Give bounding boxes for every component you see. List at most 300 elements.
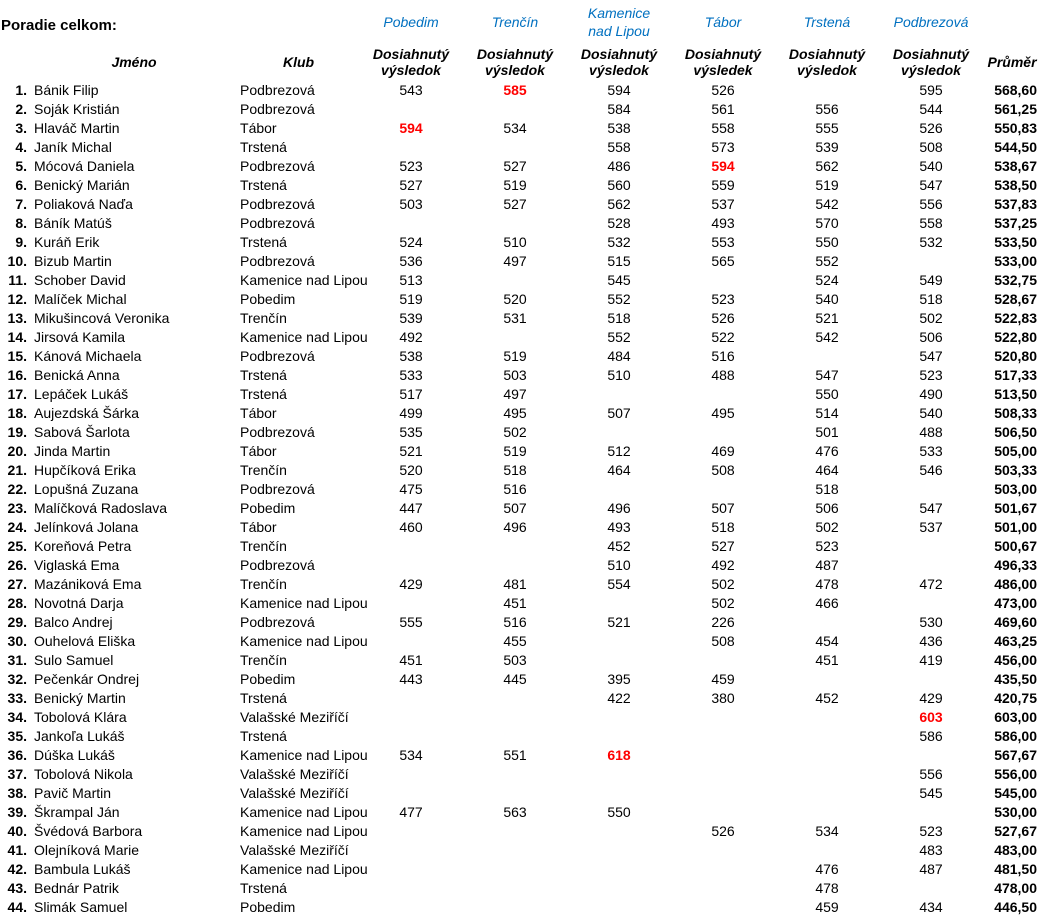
score-cell: 459 xyxy=(815,899,839,915)
score-cell xyxy=(671,784,775,803)
table-row xyxy=(0,594,1041,613)
score-cell: 555 xyxy=(399,614,423,630)
player-name-cell: Olejníková Marie xyxy=(34,842,140,858)
club-cell: Kamenice nad Lipou xyxy=(240,823,368,839)
score-cell: 459 xyxy=(711,671,735,687)
score-column-header: Dosiahnutý výsledek xyxy=(684,46,762,78)
score-cell: 496 xyxy=(607,500,631,516)
table-row xyxy=(0,176,1041,195)
score-cell: 460 xyxy=(399,519,423,535)
score-cell xyxy=(879,252,983,271)
score-cell xyxy=(775,613,879,632)
table-row xyxy=(0,233,1041,252)
score-cell: 469 xyxy=(711,443,735,459)
rank-cell: 33. xyxy=(7,690,27,706)
score-cell: 534 xyxy=(503,120,527,136)
score-cell: 514 xyxy=(815,405,839,421)
score-cell xyxy=(879,670,983,689)
score-cell: 454 xyxy=(815,633,839,649)
page-title: Poradie celkom: xyxy=(1,17,117,34)
table-row xyxy=(0,746,1041,765)
score-cell: 584 xyxy=(607,101,631,117)
score-cell: 539 xyxy=(399,310,423,326)
score-cell xyxy=(567,594,671,613)
player-name-cell: Malíčková Radoslava xyxy=(34,500,168,516)
club-cell: Kamenice nad Lipou xyxy=(240,633,368,649)
table-row xyxy=(0,214,1041,233)
score-cell: 481 xyxy=(503,576,527,592)
player-name-cell: Kánová Michaela xyxy=(34,348,142,364)
score-cell: 506 xyxy=(815,500,839,516)
table-row xyxy=(0,442,1041,461)
score-cell: 492 xyxy=(399,329,423,345)
score-cell xyxy=(775,670,879,689)
rank-cell: 10. xyxy=(7,253,27,269)
score-cell: 523 xyxy=(919,823,943,839)
rank-cell: 3. xyxy=(15,120,27,136)
table-row xyxy=(0,613,1041,632)
score-cell: 603 xyxy=(919,709,943,725)
rank-cell: 32. xyxy=(7,671,27,687)
score-cell: 540 xyxy=(919,158,943,174)
score-cell xyxy=(463,841,567,860)
player-name-cell: Jankoľa Lukáš xyxy=(34,728,125,744)
table-row xyxy=(0,385,1041,404)
score-cell: 549 xyxy=(919,272,943,288)
rank-cell: 40. xyxy=(7,823,27,839)
club-cell: Pobedim xyxy=(240,500,296,516)
average-cell: 508,33 xyxy=(994,405,1038,421)
score-cell: 533 xyxy=(399,367,423,383)
score-cell: 547 xyxy=(815,367,839,383)
score-cell xyxy=(567,765,671,784)
tournament-header-kamenice: Kamenice nad Lipou xyxy=(587,4,651,39)
score-cell xyxy=(671,385,775,404)
score-cell: 476 xyxy=(815,443,839,459)
score-cell: 506 xyxy=(919,329,943,345)
score-cell: 527 xyxy=(711,538,735,554)
rank-cell: 9. xyxy=(15,234,27,250)
score-cell: 451 xyxy=(815,652,839,668)
score-cell: 436 xyxy=(919,633,943,649)
score-cell: 547 xyxy=(919,348,943,364)
score-cell: 524 xyxy=(815,272,839,288)
player-name-cell: Báník Matúš xyxy=(34,215,112,231)
score-cell: 475 xyxy=(399,481,423,497)
score-cell: 495 xyxy=(711,405,735,421)
score-cell: 519 xyxy=(503,348,527,364)
player-name-cell: Sulo Samuel xyxy=(34,652,114,668)
player-name-cell: Koreňová Petra xyxy=(34,538,132,554)
rank-cell: 8. xyxy=(15,215,27,231)
rank-cell: 5. xyxy=(15,158,27,174)
score-cell xyxy=(567,879,671,898)
score-cell: 496 xyxy=(503,519,527,535)
tournament-header-podbrezova: Podbrezová xyxy=(893,13,969,30)
score-cell xyxy=(879,746,983,765)
score-cell: 570 xyxy=(815,215,839,231)
score-cell: 523 xyxy=(919,367,943,383)
rank-cell: 35. xyxy=(7,728,27,744)
rank-cell: 25. xyxy=(7,538,27,554)
score-cell: 502 xyxy=(919,310,943,326)
score-column-header: Dosiahnutý výsledok xyxy=(892,46,970,78)
player-name-cell: Bizub Martin xyxy=(34,253,112,269)
score-cell xyxy=(463,100,567,119)
table-row xyxy=(0,651,1041,670)
score-cell: 497 xyxy=(503,386,527,402)
score-cell xyxy=(463,822,567,841)
club-cell: Trstená xyxy=(240,367,287,383)
club-cell: Podbrezová xyxy=(240,196,315,212)
rank-cell: 23. xyxy=(7,500,27,516)
score-cell xyxy=(671,803,775,822)
score-cell xyxy=(775,81,879,100)
score-cell: 558 xyxy=(607,139,631,155)
score-cell: 550 xyxy=(607,804,631,820)
rank-cell: 14. xyxy=(7,329,27,345)
club-cell: Podbrezová xyxy=(240,215,315,231)
score-cell: 451 xyxy=(503,595,527,611)
score-cell: 429 xyxy=(399,576,423,592)
score-cell: 558 xyxy=(919,215,943,231)
rank-cell: 31. xyxy=(7,652,27,668)
score-cell xyxy=(567,898,671,917)
table-row xyxy=(0,271,1041,290)
club-cell: Pobedim xyxy=(240,291,296,307)
score-cell xyxy=(463,689,567,708)
score-cell: 552 xyxy=(815,253,839,269)
club-cell: Tábor xyxy=(240,405,277,421)
score-cell: 556 xyxy=(919,196,943,212)
club-cell: Podbrezová xyxy=(240,614,315,630)
score-cell xyxy=(463,138,567,157)
score-cell: 493 xyxy=(607,519,631,535)
score-cell: 552 xyxy=(607,291,631,307)
table-row xyxy=(0,157,1041,176)
player-name-cell: Aujezdská Šárka xyxy=(34,405,140,421)
score-cell xyxy=(671,860,775,879)
average-cell: 556,00 xyxy=(994,766,1038,782)
score-cell: 559 xyxy=(711,177,735,193)
score-cell: 395 xyxy=(607,671,631,687)
score-cell: 526 xyxy=(919,120,943,136)
table-row xyxy=(0,119,1041,138)
table-row xyxy=(0,689,1041,708)
table-row xyxy=(0,803,1041,822)
club-cell: Tábor xyxy=(240,519,277,535)
score-cell: 558 xyxy=(711,120,735,136)
score-cell: 226 xyxy=(711,614,735,630)
club-cell: Trstená xyxy=(240,234,287,250)
club-cell: Podbrezová xyxy=(240,557,315,573)
player-name-cell: Janík Michal xyxy=(34,139,112,155)
rank-cell: 2. xyxy=(15,101,27,117)
club-cell: Pobedim xyxy=(240,899,296,915)
average-column-header: Průměr xyxy=(987,54,1037,70)
club-cell: Trstená xyxy=(240,728,287,744)
club-cell: Podbrezová xyxy=(240,253,315,269)
club-cell: Trenčín xyxy=(240,310,287,326)
club-cell: Trstená xyxy=(240,690,287,706)
average-cell: 469,60 xyxy=(994,614,1038,630)
table-row xyxy=(0,727,1041,746)
table-row xyxy=(0,138,1041,157)
score-cell xyxy=(463,556,567,575)
player-name-cell: Dúška Lukáš xyxy=(34,747,115,763)
score-cell: 585 xyxy=(503,82,527,98)
rank-cell: 34. xyxy=(7,709,27,725)
score-cell xyxy=(567,423,671,442)
table-row xyxy=(0,423,1041,442)
score-cell: 520 xyxy=(399,462,423,478)
rank-cell: 28. xyxy=(7,595,27,611)
rank-cell: 20. xyxy=(7,443,27,459)
score-cell: 472 xyxy=(919,576,943,592)
score-cell: 523 xyxy=(399,158,423,174)
average-cell: 520,80 xyxy=(994,348,1038,364)
score-cell xyxy=(775,765,879,784)
average-cell: 586,00 xyxy=(994,728,1038,744)
score-cell xyxy=(775,803,879,822)
score-cell xyxy=(359,860,463,879)
player-name-cell: Mikušincová Veronika xyxy=(34,310,170,326)
score-cell: 563 xyxy=(503,804,527,820)
score-cell xyxy=(463,537,567,556)
score-cell: 515 xyxy=(607,253,631,269)
rank-cell: 24. xyxy=(7,519,27,535)
rank-cell: 11. xyxy=(8,272,27,288)
score-cell: 510 xyxy=(607,367,631,383)
score-cell: 452 xyxy=(815,690,839,706)
score-cell: 508 xyxy=(711,462,735,478)
score-cell: 545 xyxy=(607,272,631,288)
score-cell: 540 xyxy=(919,405,943,421)
player-name-cell: Kuráň Erik xyxy=(34,234,100,250)
average-cell: 505,00 xyxy=(994,443,1038,459)
score-cell: 521 xyxy=(815,310,839,326)
average-cell: 537,83 xyxy=(994,196,1038,212)
rank-cell: 16. xyxy=(7,367,27,383)
score-cell xyxy=(775,708,879,727)
average-cell: 561,25 xyxy=(994,101,1038,117)
score-cell xyxy=(463,784,567,803)
club-cell: Trstená xyxy=(240,386,287,402)
table-row xyxy=(0,765,1041,784)
tournament-header-trstena: Trstená xyxy=(803,13,851,30)
score-cell: 523 xyxy=(711,291,735,307)
score-cell: 562 xyxy=(607,196,631,212)
score-cell: 455 xyxy=(503,633,527,649)
player-name-cell: Tobolová Nikola xyxy=(34,766,133,782)
club-cell: Kamenice nad Lipou xyxy=(240,861,368,877)
player-name-cell: Bednár Patrik xyxy=(34,880,119,896)
player-name-cell: Mazániková Ema xyxy=(34,576,142,592)
rank-cell: 13. xyxy=(7,310,27,326)
score-cell: 521 xyxy=(607,614,631,630)
club-cell: Trstená xyxy=(240,880,287,896)
club-cell: Kamenice nad Lipou xyxy=(240,329,368,345)
rank-cell: 1. xyxy=(15,82,27,98)
score-cell: 452 xyxy=(607,538,631,554)
score-cell: 510 xyxy=(503,234,527,250)
score-cell xyxy=(879,594,983,613)
score-cell xyxy=(567,822,671,841)
player-name-cell: Pečenkár Ondrej xyxy=(34,671,140,687)
club-column-header: Klub xyxy=(282,54,315,70)
club-cell: Kamenice nad Lipou xyxy=(240,747,368,763)
score-column-header: Dosiahnutý výsledok xyxy=(580,46,658,78)
rank-cell: 12. xyxy=(7,291,27,307)
score-cell xyxy=(567,708,671,727)
average-cell: 522,80 xyxy=(994,329,1038,345)
score-cell: 546 xyxy=(919,462,943,478)
score-cell: 508 xyxy=(919,139,943,155)
score-cell xyxy=(359,841,463,860)
tournament-header-trencin: Trenčín xyxy=(491,13,539,30)
club-cell: Podbrezová xyxy=(240,101,315,117)
score-cell: 512 xyxy=(607,443,631,459)
score-cell: 466 xyxy=(815,595,839,611)
score-cell xyxy=(671,746,775,765)
score-cell xyxy=(359,214,463,233)
club-cell: Kamenice nad Lipou xyxy=(240,272,368,288)
rank-cell: 21. xyxy=(7,462,27,478)
score-cell xyxy=(775,347,879,366)
average-cell: 567,67 xyxy=(994,747,1038,763)
score-cell: 518 xyxy=(919,291,943,307)
score-cell: 538 xyxy=(399,348,423,364)
score-cell: 513 xyxy=(399,272,423,288)
score-cell: 552 xyxy=(607,329,631,345)
player-name-cell: Lopušná Zuzana xyxy=(34,481,139,497)
average-cell: 530,00 xyxy=(994,804,1038,820)
score-cell xyxy=(879,556,983,575)
score-cell: 527 xyxy=(399,177,423,193)
score-cell: 507 xyxy=(607,405,631,421)
score-cell xyxy=(879,879,983,898)
score-cell: 478 xyxy=(815,880,839,896)
score-cell xyxy=(359,708,463,727)
score-cell: 477 xyxy=(399,804,423,820)
rank-cell: 37. xyxy=(7,766,27,782)
score-cell xyxy=(359,784,463,803)
score-cell: 594 xyxy=(711,158,735,174)
average-cell: 532,75 xyxy=(994,272,1038,288)
table-row xyxy=(0,518,1041,537)
club-cell: Pobedim xyxy=(240,671,296,687)
player-name-cell: Soják Kristián xyxy=(34,101,120,117)
score-cell: 380 xyxy=(711,690,735,706)
rank-cell: 29. xyxy=(7,614,27,630)
score-cell: 551 xyxy=(503,747,527,763)
score-cell xyxy=(567,480,671,499)
score-cell: 532 xyxy=(919,234,943,250)
score-cell: 534 xyxy=(399,747,423,763)
score-cell xyxy=(463,879,567,898)
player-name-cell: Jinda Martin xyxy=(34,443,111,459)
score-cell: 507 xyxy=(711,500,735,516)
score-cell: 516 xyxy=(711,348,735,364)
score-cell: 510 xyxy=(607,557,631,573)
rank-cell: 42. xyxy=(7,861,27,877)
score-column-header: Dosiahnutý výsledok xyxy=(788,46,866,78)
table-row xyxy=(0,195,1041,214)
average-cell: 533,00 xyxy=(994,253,1038,269)
score-cell xyxy=(567,385,671,404)
club-cell: Valašské Meziříčí xyxy=(240,785,349,801)
name-column-header: Jméno xyxy=(111,54,157,70)
score-cell: 497 xyxy=(503,253,527,269)
score-cell: 434 xyxy=(919,899,943,915)
score-cell xyxy=(359,727,463,746)
score-cell: 445 xyxy=(503,671,527,687)
club-cell: Tábor xyxy=(240,443,277,459)
score-cell xyxy=(671,271,775,290)
score-cell: 526 xyxy=(711,310,735,326)
score-cell: 478 xyxy=(815,576,839,592)
score-cell: 502 xyxy=(711,595,735,611)
score-cell xyxy=(671,423,775,442)
club-cell: Podbrezová xyxy=(240,424,315,440)
average-cell: 473,00 xyxy=(994,595,1038,611)
average-cell: 538,50 xyxy=(994,177,1038,193)
score-cell: 573 xyxy=(711,139,735,155)
club-cell: Valašské Meziříčí xyxy=(240,709,349,725)
score-cell xyxy=(671,898,775,917)
score-cell: 516 xyxy=(503,614,527,630)
rank-cell: 27. xyxy=(7,576,27,592)
score-cell xyxy=(463,727,567,746)
club-cell: Trstená xyxy=(240,177,287,193)
score-cell xyxy=(359,689,463,708)
score-cell: 518 xyxy=(711,519,735,535)
average-cell: 481,50 xyxy=(994,861,1038,877)
club-cell: Trstená xyxy=(240,139,287,155)
rank-cell: 38. xyxy=(7,785,27,801)
score-cell xyxy=(463,214,567,233)
score-cell: 486 xyxy=(607,158,631,174)
average-cell: 463,25 xyxy=(994,633,1038,649)
score-cell: 443 xyxy=(399,671,423,687)
player-name-cell: Poliaková Naďa xyxy=(34,196,133,212)
score-cell: 501 xyxy=(815,424,839,440)
table-row xyxy=(0,461,1041,480)
table-row xyxy=(0,556,1041,575)
score-cell xyxy=(359,822,463,841)
score-cell: 508 xyxy=(711,633,735,649)
score-cell: 490 xyxy=(919,386,943,402)
average-cell: 456,00 xyxy=(994,652,1038,668)
score-cell: 503 xyxy=(503,652,527,668)
score-cell: 488 xyxy=(919,424,943,440)
score-cell: 532 xyxy=(607,234,631,250)
score-cell: 484 xyxy=(607,348,631,364)
score-cell: 502 xyxy=(815,519,839,535)
score-cell: 507 xyxy=(503,500,527,516)
average-cell: 517,33 xyxy=(994,367,1038,383)
tournament-header-row xyxy=(0,0,1041,43)
score-cell xyxy=(671,841,775,860)
average-cell: 568,60 xyxy=(994,82,1038,98)
score-cell xyxy=(359,138,463,157)
score-cell: 487 xyxy=(919,861,943,877)
club-cell: Podbrezová xyxy=(240,82,315,98)
average-cell: 435,50 xyxy=(994,671,1038,687)
rank-cell: 7. xyxy=(15,196,27,212)
player-name-cell: Ouhelová Eliška xyxy=(34,633,136,649)
score-cell xyxy=(671,879,775,898)
